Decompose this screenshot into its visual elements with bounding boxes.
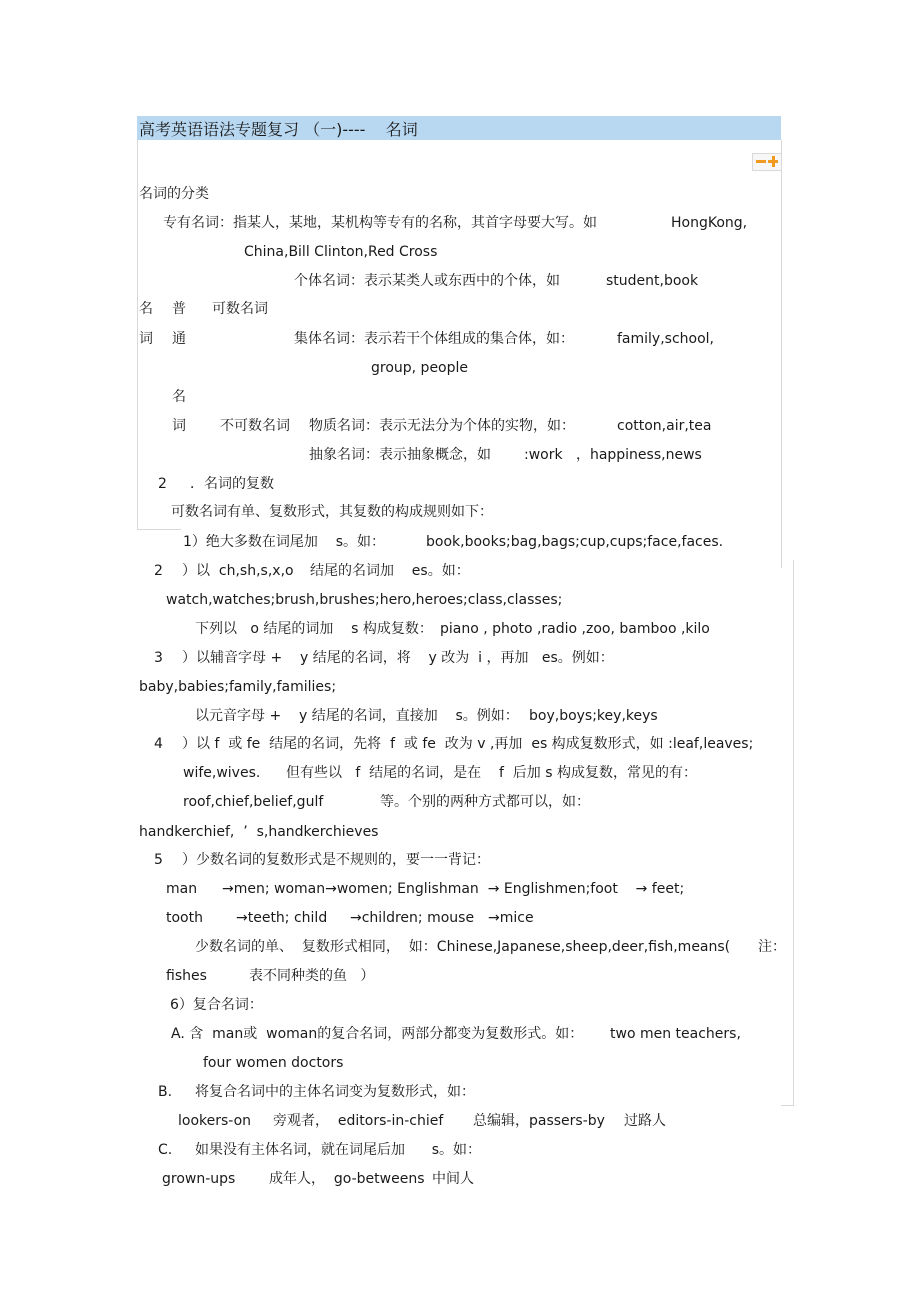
item-label: B. xyxy=(158,1084,173,1100)
text-line: boy,boys;key,keys xyxy=(529,708,658,724)
tree-label: 词 xyxy=(139,331,153,347)
text-line: four women doctors xyxy=(203,1055,344,1071)
text-line: 专有名词：指某人，某地，某机构等专有的名称，其首字母要大写。如 xyxy=(163,215,597,231)
minus-icon xyxy=(756,160,766,163)
text-line: ）以 f 或 fe 结尾的名词，先将 f 或 fe 改为 v ,再加 es 构成复数形式，如 :leaf,leaves; xyxy=(182,736,754,752)
text-line: 个体名词：表示某类人或东西中的个体，如 xyxy=(294,273,560,289)
tree-label: 名 xyxy=(139,301,153,317)
tree-label: 可数名词 xyxy=(212,301,268,317)
text-line: :work ，happiness,news xyxy=(524,447,702,463)
text-line: piano , photo ,radio ,zoo, bamboo ,kilo xyxy=(440,621,710,637)
left-border-step xyxy=(137,529,181,530)
text-line: watch,watches;brush,brushes;hero,heroes;class,classes; xyxy=(166,592,563,608)
rule-number: 5 xyxy=(154,852,163,868)
tree-label: 名 xyxy=(172,389,186,405)
text-line: 注： xyxy=(758,939,786,955)
text-line: family,school, xyxy=(617,331,714,347)
text-line: cotton,air,tea xyxy=(617,418,712,434)
text-line: two men teachers, xyxy=(610,1026,741,1042)
text-line: →children; mouse xyxy=(350,910,475,926)
section-heading: ．名词的复数 xyxy=(190,476,274,492)
text-line: handkerchief, ’ s,handkerchieves xyxy=(139,824,379,840)
text-line: 6）复合名词： xyxy=(170,997,263,1013)
right-border-foot xyxy=(781,1105,794,1106)
text-line: 抽象名词：表示抽象概念，如 xyxy=(309,447,491,463)
text-line: 以元音字母 + y 结尾的名词，直接加 s。例如： xyxy=(195,708,519,724)
left-border-line xyxy=(137,140,138,530)
text-line: 1）绝大多数在词尾加 s。如： xyxy=(183,534,386,550)
right-border-line-lower xyxy=(793,560,794,1105)
zoom-minus-plus-icon[interactable] xyxy=(752,153,782,171)
text-line: 将复合名词中的主体名词变为复数形式，如： xyxy=(195,1084,475,1100)
rule-number: 3 xyxy=(154,650,163,666)
text-line: HongKong, xyxy=(671,215,748,231)
text-line: 集体名词：表示若干个体组成的集合体，如： xyxy=(294,331,574,347)
text-line: ）以辅音字母 + y 结尾的名词，将 y 改为 i ，再加 es。例如： xyxy=(182,650,614,666)
text-line: 旁观者， editors-in-chief xyxy=(273,1113,444,1129)
section-number: 2 xyxy=(158,476,167,492)
right-border-line xyxy=(781,140,782,568)
text-line: man xyxy=(166,881,198,897)
text-line: A. 含 man或 woman的复合名词，两部分都变为复数形式。如： xyxy=(171,1026,584,1042)
text-line: China,Bill Clinton,Red Cross xyxy=(244,244,438,260)
text-line: 如果没有主体名词，就在词尾后加 s。如： xyxy=(195,1142,481,1158)
text-line: 过路人 xyxy=(624,1113,666,1129)
text-line: 但有些以 f 结尾的名词，是在 f 后加 s 构成复数，常见的有： xyxy=(286,765,698,781)
section-heading: 名词的分类 xyxy=(139,186,209,202)
item-label: C. xyxy=(158,1142,173,1158)
text-line: 等。个别的两种方式都可以，如： xyxy=(380,794,590,810)
text-line: fishes xyxy=(166,968,207,984)
text-line: lookers-on xyxy=(178,1113,252,1129)
rule-number: 2 xyxy=(154,563,163,579)
text-line: →mice xyxy=(488,910,534,926)
text-line: grown-ups xyxy=(162,1171,236,1187)
text-line: group, people xyxy=(371,360,469,376)
text-line: 成年人， go-betweens xyxy=(269,1171,425,1187)
text-line: ）以 ch,sh,s,x,o xyxy=(182,563,294,579)
text-line: 少数名词的单、 复数形式相同， 如：Chinese,Japanese,sheep,deer,fish,means( xyxy=(195,939,731,955)
text-line: 表不同种类的鱼 ） xyxy=(249,968,375,984)
text-line: baby,babies;family,families; xyxy=(139,679,337,695)
text-line: student,book xyxy=(606,273,699,289)
text-line: 可数名词有单、复数形式，其复数的构成规则如下： xyxy=(171,504,493,520)
text-line: wife,wives. xyxy=(183,765,261,781)
tree-label: 不可数名词 xyxy=(220,418,290,434)
text-line: →men; woman→women; Englishman → Englishmen;foot → feet; xyxy=(222,881,685,897)
text-line: →teeth; child xyxy=(236,910,328,926)
text-line: 物质名词：表示无法分为个体的实物，如： xyxy=(309,418,575,434)
document-title: 高考英语语法专题复习 （一)---- 名词 xyxy=(139,120,418,139)
text-line: tooth xyxy=(166,910,203,926)
text-line: ）少数名词的复数形式是不规则的，要一一背记： xyxy=(182,852,490,868)
text-line: 中间人 xyxy=(432,1171,474,1187)
tree-label: 普 xyxy=(172,301,186,317)
tree-label: 通 xyxy=(172,331,186,347)
text-line: 下列以 o 结尾的词加 s 构成复数： xyxy=(195,621,433,637)
plus-icon-stem xyxy=(772,156,775,167)
tree-label: 词 xyxy=(172,418,186,434)
rule-number: 4 xyxy=(154,736,163,752)
text-line: book,books;bag,bags;cup,cups;face,faces. xyxy=(426,534,724,550)
text-line: roof,chief,belief,gulf xyxy=(183,794,324,810)
text-line: 总编辑，passers-by xyxy=(473,1113,605,1129)
text-line: 结尾的名词加 es。如： xyxy=(310,563,470,579)
